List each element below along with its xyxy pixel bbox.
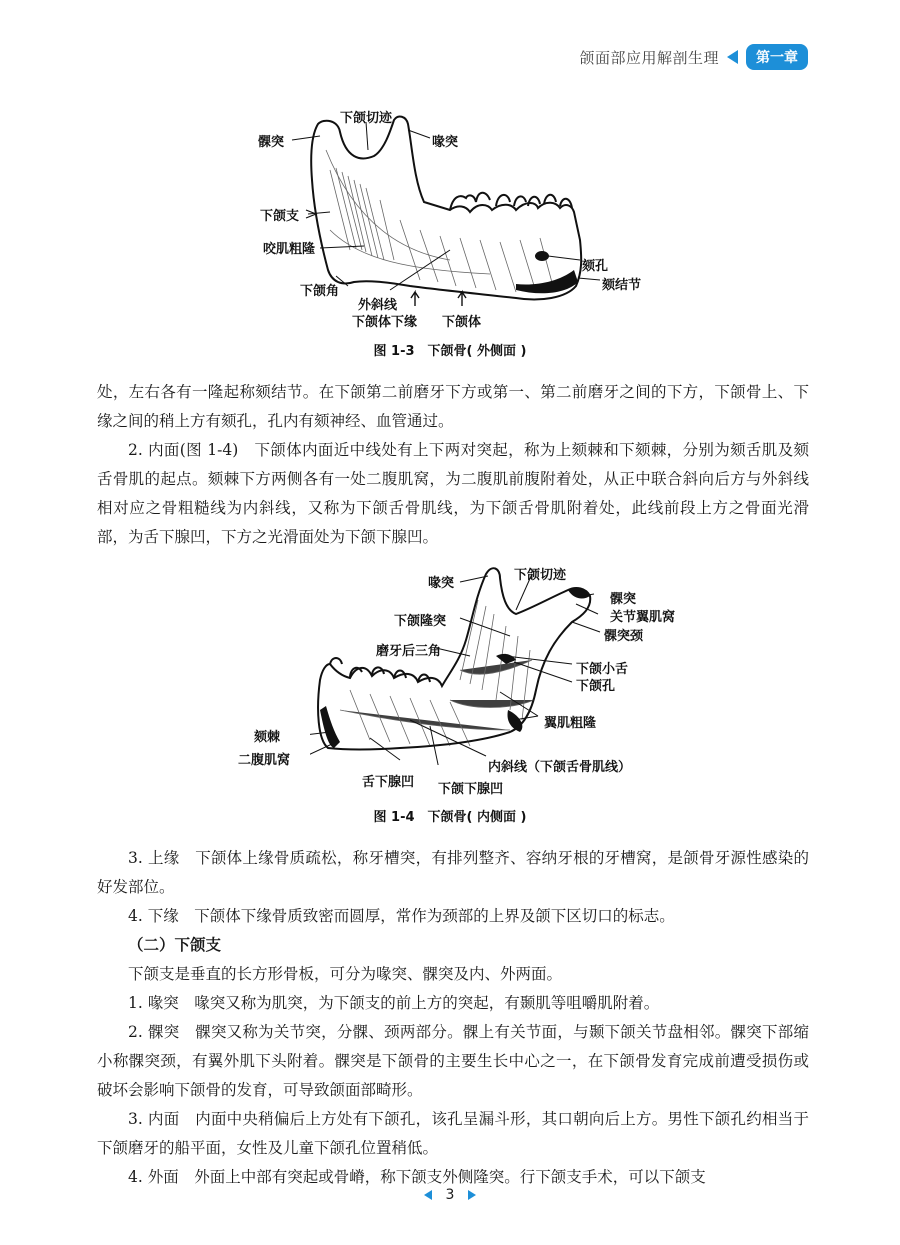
label-mental-foramen: 颏孔 — [582, 259, 609, 274]
label-coronoid-2: 喙突 — [428, 576, 455, 591]
next-page-icon — [468, 1190, 476, 1200]
label-lower-border: 下颌体下缘 — [352, 315, 418, 330]
figure-caption-1: 图 1-3 下颌骨( 外侧面 ) — [373, 344, 527, 359]
page-footer — [0, 1187, 900, 1203]
label-mand-foramen: 下颌孔 — [576, 679, 616, 694]
book-title: 颌面部应用解剖生理 — [579, 48, 719, 67]
paragraph: 3. 上缘 下颌体上缘骨质疏松，称牙槽突，有排列整齐、容纳牙根的牙槽窝，是颌骨牙源性感染的好发部位。 — [97, 849, 809, 896]
label-mylohyoid: 内斜线（下颌舌骨肌线） — [488, 760, 632, 775]
label-masseter: 咬肌粗隆 — [263, 242, 316, 257]
paragraph: 下颌支是垂直的长方形骨板，可分为喙突、髁突及内、外两面。 — [128, 965, 563, 983]
running-header — [579, 44, 808, 70]
page-number: 3 — [445, 1187, 455, 1203]
paragraph: 3. 内面 内面中央稍偏后上方处有下颌孔，该孔呈漏斗形，其口朝向后上方。男性下颌孔约相当于下颌磨牙的船平面，女性及儿童下颌孔位置稍低。 — [97, 1110, 809, 1157]
label-lingula: 下颌小舌 — [576, 662, 629, 677]
triangle-left-icon — [727, 50, 738, 64]
label-genial: 颏棘 — [254, 730, 281, 745]
paragraph: 2. 内面(图 1-4) 下颌体内面近中线处有上下两对突起，称为上颏棘和下颏棘，分别为颏舌肌及颏舌骨肌的起点。颏棘下方两侧各有一处二腹肌窝，为二腹肌前腹附着处，从正中联合斜向后方与外斜线相对应之骨粗糙线为内斜线，又称为下颌舌骨肌线，为下颌舌骨肌附着处，此线前段上方之骨面光滑部，为舌下腺凹，下方之光滑面处为下颌下腺凹。 — [97, 441, 809, 546]
figure-caption-2: 图 1-4 下颌骨( 内侧面 ) — [373, 810, 527, 825]
body-text-2 — [97, 844, 809, 1192]
paragraph: 4. 下缘 下颌体下缘骨质致密而圆厚，常作为颈部的上界及颌下区切口的标志。 — [128, 907, 675, 925]
label-coronoid-1: 喙突 — [432, 135, 459, 150]
label-mental-tubercle: 颏结节 — [602, 278, 642, 293]
label-condyle-neck: 髁突颈 — [604, 629, 644, 644]
label-sublingual: 舌下腺凹 — [362, 775, 415, 790]
label-angle: 下颌角 — [300, 284, 340, 299]
label-submandibular: 下颌下腺凹 — [438, 782, 504, 797]
label-torus: 下颌隆突 — [394, 614, 447, 629]
label-notch-2: 下颌切迹 — [514, 568, 567, 583]
paragraph: 4. 外面 外面上中部有突起或骨嵴，称下颌支外侧隆突。行下颌支手术，可以下颌支 — [128, 1168, 706, 1186]
label-pterygoid-fovea: 关节翼肌窝 — [610, 610, 676, 625]
label-pterygoid-tuberosity: 翼肌粗隆 — [544, 716, 597, 731]
body-text-1 — [97, 378, 809, 552]
label-oblique: 外斜线 — [358, 298, 398, 313]
label-condyle-1: 髁突 — [258, 135, 285, 150]
label-ramus-1: 下颌支 — [260, 209, 300, 224]
label-digastric: 二腹肌窝 — [238, 753, 291, 768]
chapter-badge: 第一章 — [746, 44, 808, 70]
label-retromolar: 磨牙后三角 — [376, 644, 442, 659]
label-body: 下颌体 — [442, 315, 482, 330]
paragraph: 1. 喙突 喙突又称为肌突，为下颌支的前上方的突起，有颞肌等咀嚼肌附着。 — [128, 994, 660, 1012]
label-notch-1: 下颌切迹 — [340, 111, 393, 126]
prev-page-icon — [424, 1190, 432, 1200]
label-condyle-2: 髁突 — [610, 592, 637, 607]
mandible-medial-illustration — [310, 560, 610, 765]
paragraph: 2. 髁突 髁突又称为关节突，分髁、颈两部分。髁上有关节面，与颞下颌关节盘相邻。髁突下部缩小称髁突颈，有翼外肌下头附着。髁突是下颌骨的主要生长中心之一，在下颌骨发育完成前遭受损伤或破坏会影响下颌骨的发育，可导致颌面部畸形。 — [97, 1023, 809, 1099]
paragraph: 处，左右各有一隆起称颏结节。在下颌第二前磨牙下方或第一、第二前磨牙之间的下方，下颌骨上、下缘之间的稍上方有颏孔，孔内有颏神经、血管通过。 — [97, 383, 809, 430]
section-heading: （二）下颌支 — [128, 936, 222, 954]
